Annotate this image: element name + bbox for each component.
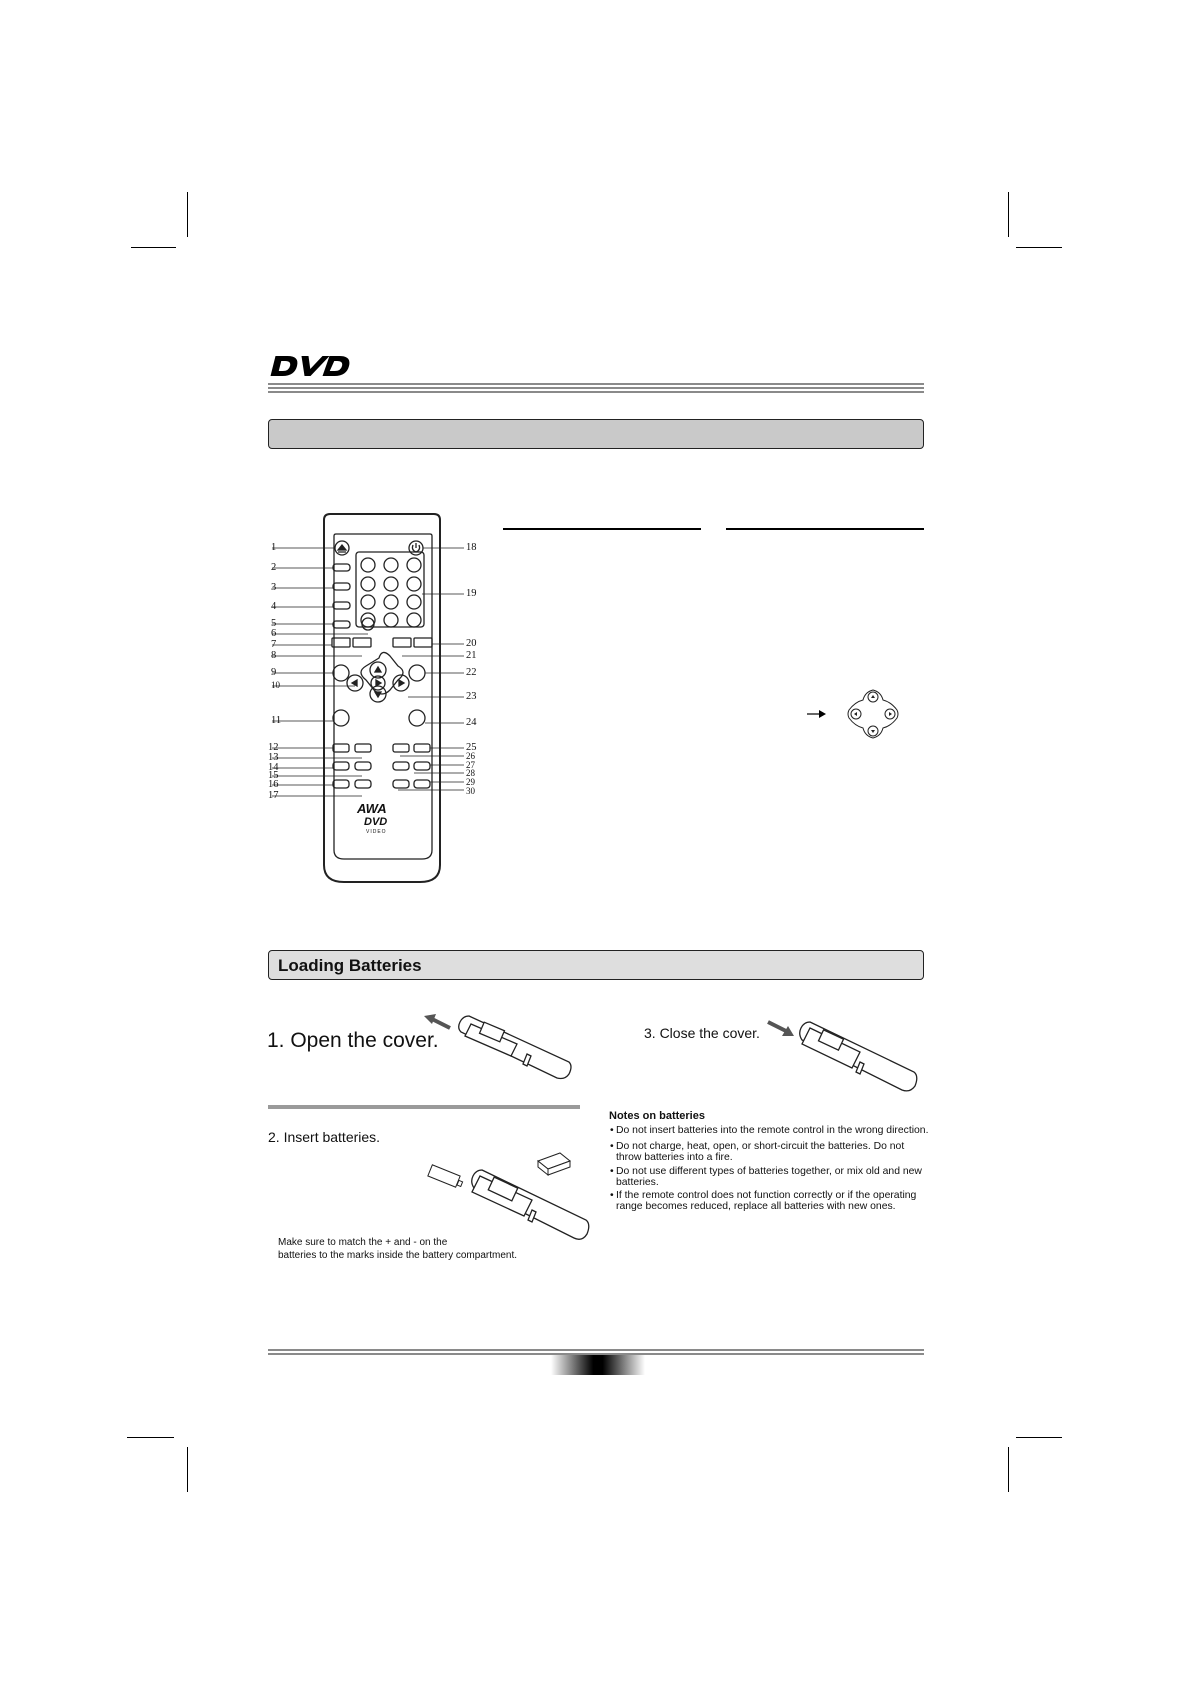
remote-brand-sub: VIDEO (366, 829, 387, 835)
callout-12: 12 (268, 742, 279, 753)
crop-mark (1016, 1437, 1062, 1438)
callout-17: 17 (268, 790, 279, 801)
step-2-text: 2. Insert batteries. (268, 1129, 381, 1145)
callout-16: 16 (268, 779, 279, 790)
callout-23: 23 (466, 691, 477, 702)
remote-open-cover-icon (457, 1010, 573, 1089)
callout-30: 30 (466, 786, 475, 796)
callout-15: 15 (268, 770, 279, 781)
column-rule-left (503, 528, 701, 530)
remote-brand-logo: DVD (364, 816, 388, 828)
callout-25: 25 (466, 742, 477, 753)
crop-mark (187, 192, 188, 237)
callout-27: 27 (466, 760, 475, 770)
remote-brand: AWA (357, 801, 387, 816)
callout-21: 21 (466, 650, 477, 661)
callout-11: 11 (271, 715, 282, 726)
callout-2: 2 (271, 562, 277, 573)
step-3-text: 3. Close the cover. (644, 1025, 760, 1041)
callout-29: 29 (466, 777, 475, 787)
remote-insert-battery-icon (470, 1166, 592, 1251)
note-item: • If the remote control does not function correctly or if the operating range becomes reduced, replace all batteries with new ones. (610, 1190, 917, 1212)
note-item: • Do not charge, heat, open, or short-circuit the batteries. Do not throw batteries into a fire. (610, 1141, 905, 1163)
callout-5: 5 (271, 618, 277, 629)
callout-7: 7 (271, 639, 277, 650)
page-tab (551, 1355, 645, 1375)
crop-mark (1008, 1447, 1009, 1492)
callout-1: 1 (271, 542, 277, 553)
callout-28: 28 (466, 768, 475, 778)
dvd-logo (268, 354, 350, 383)
dvd-logo-icon (268, 354, 350, 378)
note-item: • Do not use different types of batteries together, or mix old and new batteries. (610, 1166, 922, 1188)
remote-section-bar (268, 419, 924, 449)
open-cover-arrow-icon (424, 1014, 452, 1035)
callout-13: 13 (268, 752, 279, 763)
callout-9: 9 (271, 667, 277, 678)
match-note-line2: batteries to the marks inside the battery compartment. (278, 1250, 517, 1261)
callout-22: 22 (466, 667, 477, 678)
section-title: Loading Batteries (278, 956, 422, 975)
callout-4: 4 (271, 601, 277, 612)
crop-mark (127, 1437, 174, 1438)
column-rule-right (726, 528, 924, 530)
callout-10: 10 (271, 680, 280, 690)
crop-mark (131, 247, 176, 248)
callout-19: 19 (466, 588, 477, 599)
header-rule (268, 383, 924, 395)
battery-icon (425, 1164, 467, 1195)
callout-14: 14 (268, 762, 279, 773)
step-1-text: 1. Open the cover. (267, 1029, 439, 1052)
step-divider (268, 1105, 580, 1109)
callout-3: 3 (271, 582, 277, 593)
match-note-line1: Make sure to match the + and - on the (278, 1237, 448, 1248)
close-cover-arrow-icon (766, 1020, 796, 1043)
callout-6: 6 (271, 628, 277, 639)
arrow-icon (807, 706, 827, 724)
note-item: • Do not insert batteries into the remote control in the wrong direction. (610, 1125, 929, 1136)
remote-closed-cover-icon (798, 1016, 920, 1101)
callout-24: 24 (466, 717, 477, 728)
callout-20: 20 (466, 638, 477, 649)
callout-8: 8 (271, 650, 277, 661)
callout-18: 18 (466, 542, 477, 553)
callout-26: 26 (466, 751, 475, 761)
crop-mark (187, 1447, 188, 1492)
direction-pad-icon (845, 688, 901, 745)
notes-title: Notes on batteries (609, 1110, 705, 1122)
loading-batteries-bar (268, 950, 924, 980)
crop-mark (1008, 192, 1009, 237)
crop-mark (1016, 247, 1062, 248)
